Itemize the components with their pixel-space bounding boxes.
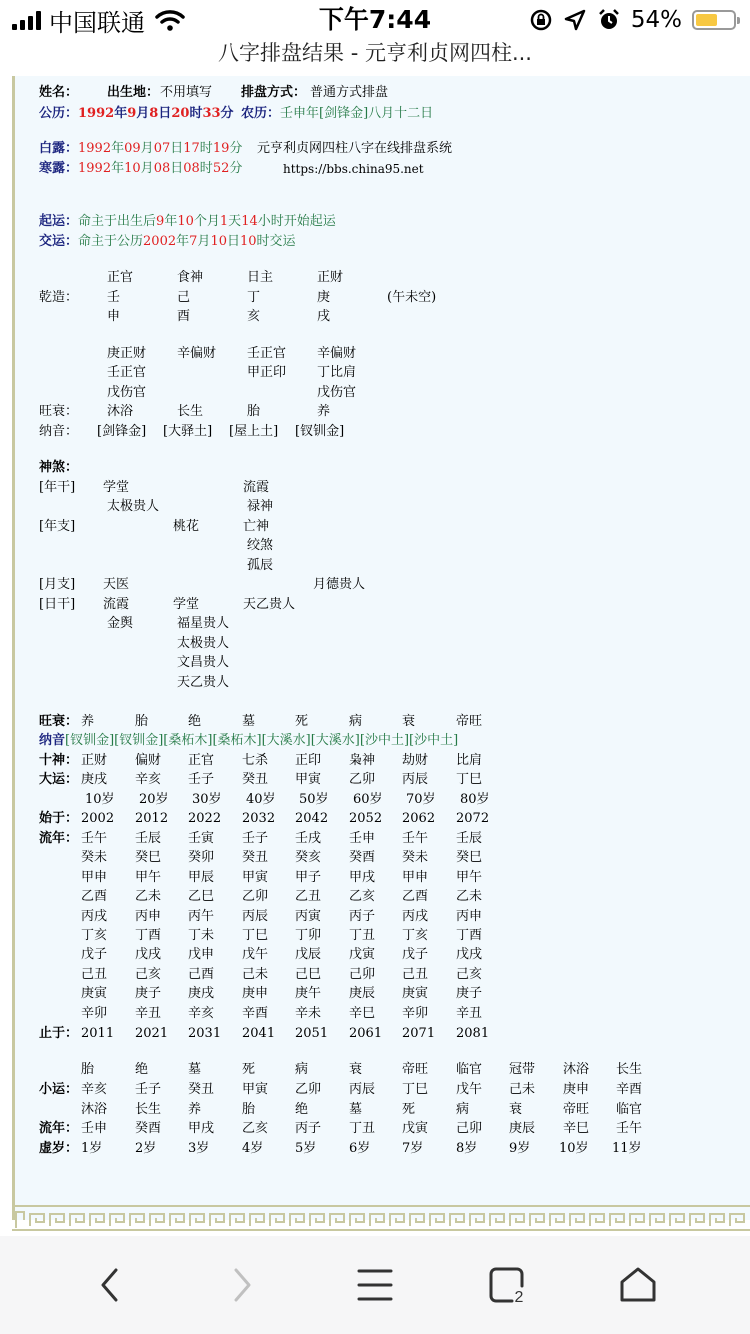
xiaoyun-state2: 帝旺	[563, 1102, 590, 1117]
liunian-cell: 壬辰	[456, 831, 483, 846]
dayun-shishen: 比肩	[456, 753, 483, 768]
back-icon	[98, 1267, 122, 1303]
liunian-cell: 丁亥	[81, 928, 108, 943]
shensha-item: 亡神	[243, 519, 270, 534]
dayun-pillar: 丙辰	[402, 772, 429, 787]
dayun-wangshuai-label: 旺衰：	[39, 714, 79, 729]
status-time: 下午7:44	[318, 5, 432, 34]
shensha-item: 金舆	[107, 616, 134, 631]
dayun-pillar: 乙卯	[349, 772, 376, 787]
xusui-age: 2岁	[135, 1141, 157, 1156]
shensha-item: 学堂	[173, 597, 200, 612]
page-title: 八字排盘结果 - 元亨利贞网四柱...	[218, 41, 532, 65]
liunian-cell: 丙申	[135, 908, 162, 924]
dayun-ws: 病	[349, 714, 363, 729]
xiaoyun-liunian: 庚辰	[509, 1121, 536, 1136]
liunian-cell: 戊申	[188, 947, 215, 963]
nayin-label: 纳音：	[39, 424, 79, 439]
liunian-cell: 乙未	[135, 889, 162, 905]
liunian-cell: 壬戌	[295, 831, 322, 846]
dayun-start: 2042	[295, 811, 329, 826]
shensha-item: 天医	[103, 577, 130, 592]
liunian-cell: 丁酉	[456, 928, 483, 943]
xiaoyun-state2: 病	[456, 1102, 470, 1117]
dayun-nayin: 纳音[钗钏金][钗钏金][桑柘木][桑柘木][大溪水][大溪水][沙中土][沙中土]	[39, 733, 459, 748]
hidden-stem: 戊伤官	[107, 385, 147, 400]
liunian-cell: 癸丑	[242, 850, 269, 866]
stem-0: 壬	[107, 290, 121, 305]
branch-0: 申	[107, 309, 121, 324]
liunian-cell: 乙卯	[242, 889, 269, 905]
nayin-2: [屋上土]	[229, 424, 279, 439]
xusui-age: 9岁	[509, 1141, 531, 1156]
wangshuai-2: 胎	[247, 404, 261, 419]
liunian-cell: 乙未	[456, 889, 483, 905]
xiaoyun-liunian: 己卯	[456, 1121, 483, 1136]
home-icon	[618, 1266, 658, 1304]
dayun-end: 2081	[456, 1026, 490, 1041]
menu-button[interactable]	[345, 1260, 405, 1310]
liunian-cell: 戊戌	[456, 947, 483, 963]
liunian-cell: 癸卯	[188, 850, 215, 866]
dayun-start: 2052	[349, 811, 383, 826]
forward-icon	[230, 1267, 254, 1303]
xiaoyun-liunian: 乙亥	[242, 1121, 269, 1136]
qiyun-line: 起运：命主于出生后9年10个月1天14小时开始起运	[39, 214, 336, 229]
shensha-item: 天乙贵人	[243, 597, 296, 612]
xiaoyun-pillar: 壬子	[135, 1082, 162, 1097]
liunian-cell: 辛丑	[456, 1005, 483, 1021]
xusui-age: 5岁	[295, 1141, 317, 1156]
xiaoyun-pillar: 辛亥	[81, 1082, 108, 1097]
liunian-cell: 己卯	[349, 966, 376, 982]
liunian-cell: 戊午	[242, 947, 269, 963]
menu-icon	[357, 1268, 393, 1302]
god-0: 正官	[107, 270, 134, 285]
dayun-age: 10岁	[85, 792, 115, 807]
dayun-shishen: 正财	[81, 753, 108, 768]
dayun-ws: 养	[81, 714, 95, 729]
xiaoyun-state2: 临官	[616, 1102, 643, 1117]
liunian-cell: 己亥	[456, 966, 483, 982]
liunian-cell: 甲子	[295, 869, 322, 885]
liunian-cell: 己酉	[188, 966, 215, 982]
bazi-content	[12, 76, 750, 1220]
dayun-end: 2071	[402, 1026, 436, 1041]
shensha-item: 流霞	[243, 480, 270, 495]
liunian-cell: 丁亥	[402, 928, 429, 943]
shensha-item: 桃花	[173, 519, 200, 534]
dayun-end: 2051	[295, 1026, 329, 1041]
liunian-cell: 壬子	[242, 831, 269, 846]
shensha-item: 学堂	[103, 480, 130, 495]
rotation-lock-icon	[529, 8, 553, 32]
dayun-end-label: 止于：	[39, 1026, 79, 1041]
xiaoyun-pillar: 庚申	[563, 1082, 590, 1097]
liunian-cell: 丁丑	[349, 928, 376, 943]
liunian-cell: 丁巳	[242, 928, 269, 943]
liunian-cell: 甲戌	[349, 869, 376, 885]
xiaoyun-liunian: 癸酉	[135, 1121, 162, 1136]
liunian-cell: 庚午	[295, 986, 322, 1002]
dayun-age: 80岁	[460, 792, 490, 807]
wangshuai-label: 旺衰：	[39, 404, 79, 419]
qianzao-label: 乾造：	[39, 290, 79, 305]
xiaoyun-state2: 死	[402, 1102, 416, 1117]
liunian-cell: 乙酉	[402, 889, 429, 905]
liunian-cell: 丙子	[349, 908, 376, 924]
xiaoyun-state: 冠带	[509, 1062, 536, 1077]
xiaoyun-liunian: 丁丑	[349, 1121, 376, 1136]
dayun-age: 70岁	[406, 792, 436, 807]
xiaoyun-state: 帝旺	[402, 1062, 429, 1077]
dayun-shishen: 枭神	[349, 753, 376, 768]
home-button[interactable]	[608, 1260, 668, 1310]
liunian-cell: 戊寅	[349, 947, 376, 963]
xiaoyun-state: 死	[242, 1062, 256, 1077]
dayun-shishen: 正官	[188, 753, 215, 768]
liunian-cell: 辛丑	[135, 1005, 162, 1021]
xiaoyun-pillar: 丙辰	[349, 1082, 376, 1097]
decorative-border	[12, 1204, 750, 1232]
liunian-cell: 甲辰	[188, 869, 215, 885]
hidden-stem: 辛偏财	[317, 346, 357, 361]
liunian-cell: 癸巳	[456, 850, 483, 866]
hidden-stem: 庚正财	[107, 346, 147, 361]
liunian-cell: 丙戌	[402, 908, 429, 924]
liunian-cell: 乙亥	[349, 889, 376, 905]
hidden-stem: 甲正印	[247, 365, 287, 380]
liunian-cell: 甲申	[81, 869, 108, 885]
dayun-start: 2072	[456, 811, 490, 826]
nayin-1: [大驿土]	[163, 424, 213, 439]
xusui-age: 3岁	[188, 1141, 210, 1156]
xiaoyun-state: 临官	[456, 1062, 483, 1077]
nayin-0: [剑锋金]	[97, 424, 147, 439]
hidden-stem: 戊伤官	[317, 385, 357, 400]
method-label: 排盘方式：	[241, 85, 307, 100]
xiaoyun-pillar: 戊午	[456, 1082, 483, 1097]
dayun-shishen: 劫财	[402, 753, 429, 768]
liunian-cell: 壬申	[349, 831, 376, 846]
dayun-pillar: 癸丑	[242, 772, 269, 787]
dayun-age: 40岁	[246, 792, 276, 807]
location-icon	[563, 8, 587, 32]
xiaoyun-state2: 衰	[509, 1102, 523, 1117]
xiaoyun-state2: 胎	[242, 1102, 256, 1117]
xiaoyun-state2: 墓	[349, 1102, 363, 1117]
day-stem-label: [日干]	[39, 597, 76, 612]
liunian-cell: 庚戌	[188, 986, 215, 1002]
method-value: 普通方式排盘	[310, 85, 389, 100]
dayun-ws: 绝	[188, 714, 202, 729]
alarm-icon	[597, 8, 621, 32]
dayun-age: 30岁	[192, 792, 222, 807]
xiaoyun-liunian: 壬申	[81, 1121, 108, 1136]
shensha-label: 神煞：	[39, 460, 79, 475]
liunian-cell: 戊戌	[135, 947, 162, 963]
xiaoyun-state: 长生	[616, 1062, 643, 1077]
dayun-shishen-label: 十神：	[39, 753, 79, 768]
liunian-cell: 乙巳	[188, 889, 215, 905]
lunar-date: 农历：壬申年[剑锋金]八月十二日	[241, 106, 434, 121]
dayun-age: 20岁	[139, 792, 169, 807]
liunian-cell: 丙午	[188, 908, 215, 924]
dayun-ws: 墓	[242, 714, 256, 729]
liunian-cell: 辛未	[295, 1005, 322, 1021]
liunian-cell: 辛卯	[402, 1005, 429, 1021]
liunian-cell: 辛巳	[349, 1005, 376, 1021]
liunian-cell: 己亥	[135, 966, 162, 982]
site-url-link[interactable]: https://bbs.china95.net	[283, 162, 424, 176]
hidden-stem: 壬正官	[247, 346, 287, 361]
liunian-cell: 己巳	[295, 966, 322, 982]
hidden-stem: 壬正官	[107, 365, 147, 380]
xiaoyun-liunian: 甲戌	[188, 1121, 215, 1136]
battery-percent: 54%	[630, 7, 682, 33]
solar-date: 公历：1992年9月8日20时33分	[39, 106, 234, 121]
xusui-age: 8岁	[456, 1141, 478, 1156]
shensha-item: 福星贵人	[177, 616, 230, 631]
carrier-name: 中国联通	[49, 8, 145, 37]
liunian-cell: 戊子	[81, 947, 108, 963]
shensha-item: 天乙贵人	[177, 675, 230, 690]
dayun-pillar: 庚戌	[81, 772, 108, 787]
birthplace-label: 出生地：	[107, 85, 160, 100]
liunian-cell: 丙寅	[295, 908, 322, 924]
dayun-start: 2002	[81, 811, 115, 826]
shensha-item: 文昌贵人	[177, 655, 230, 670]
xusui-label: 虚岁：	[39, 1141, 79, 1156]
liunian-cell: 庚子	[135, 986, 162, 1002]
shensha-item: 流霞	[103, 597, 130, 612]
dayun-pillar: 甲寅	[295, 772, 322, 787]
dayun-ws: 死	[295, 714, 309, 729]
dayun-start: 2032	[242, 811, 276, 826]
god-2: 日主	[247, 270, 274, 285]
liunian-cell: 己丑	[81, 966, 108, 982]
liunian-cell: 庚寅	[402, 986, 429, 1002]
xusui-age: 6岁	[349, 1141, 371, 1156]
wangshuai-3: 养	[317, 404, 331, 419]
liunian-cell: 辛亥	[188, 1005, 215, 1021]
liunian-cell: 丁未	[188, 928, 215, 943]
birthplace-value: 不用填写	[160, 85, 213, 100]
god-1: 食神	[177, 270, 204, 285]
xiaoyun-pillar: 辛酉	[616, 1082, 643, 1097]
xiaoyun-state2: 沐浴	[81, 1102, 108, 1117]
xiaoyun-state: 胎	[81, 1062, 95, 1077]
xiaoyun-pillar: 甲寅	[242, 1082, 269, 1097]
dayun-label: 大运：	[39, 772, 79, 787]
dayun-end: 2031	[188, 1026, 222, 1041]
shensha-item: 月德贵人	[313, 577, 366, 592]
liunian-cell: 辛酉	[242, 1005, 269, 1021]
kong-wang: (午未空)	[387, 290, 437, 305]
dayun-pillar: 丁巳	[456, 772, 483, 787]
xiaoyun-pillar: 己未	[509, 1082, 536, 1097]
liunian-cell: 丙辰	[242, 908, 269, 924]
status-bar	[0, 0, 750, 40]
dayun-pillar: 壬子	[188, 772, 215, 787]
dayun-ws: 衰	[402, 714, 416, 729]
stem-1: 己	[177, 290, 191, 305]
liunian-cell: 壬寅	[188, 831, 215, 846]
liunian-cell: 癸亥	[295, 850, 322, 866]
battery-icon	[692, 10, 736, 30]
xiaoyun-state2: 绝	[295, 1102, 309, 1117]
site-name: 元亨利贞网四柱八字在线排盘系统	[257, 141, 453, 156]
tabs-button[interactable]	[478, 1260, 538, 1310]
stem-2: 丁	[247, 290, 261, 305]
shensha-item: 太极贵人	[107, 499, 160, 514]
liunian-cell: 戊子	[402, 947, 429, 963]
xusui-age: 11岁	[612, 1141, 642, 1156]
shensha-item: 禄神	[247, 499, 274, 514]
hanlu-term: 寒露：1992年10月08日08时52分	[39, 161, 243, 176]
liunian-cell: 己未	[242, 966, 269, 982]
dayun-start: 2012	[135, 811, 169, 826]
xusui-age: 4岁	[242, 1141, 264, 1156]
dayun-age: 60岁	[353, 792, 383, 807]
liunian-cell: 甲午	[135, 869, 162, 885]
liunian-cell: 乙丑	[295, 889, 322, 905]
dayun-end: 2061	[349, 1026, 383, 1041]
branch-2: 亥	[247, 309, 261, 324]
xiaoyun-state: 沐浴	[563, 1062, 590, 1077]
xusui-age: 1岁	[81, 1141, 103, 1156]
liunian-cell: 乙酉	[81, 889, 108, 905]
dayun-start: 2062	[402, 811, 436, 826]
stem-3: 庚	[317, 290, 331, 305]
dayun-age: 50岁	[299, 792, 329, 807]
year-branch-label: [年支]	[39, 519, 76, 534]
xiaoyun-pillar: 丁巳	[402, 1082, 429, 1097]
xiaoyun-state: 墓	[188, 1062, 202, 1077]
hidden-stem: 辛偏财	[177, 346, 217, 361]
name-label: 姓名：	[39, 85, 79, 100]
xiaoyun-pillar: 乙卯	[295, 1082, 322, 1097]
liunian-cell: 甲申	[402, 869, 429, 885]
bailu-term: 白露：1992年09月07日17时19分	[39, 141, 243, 156]
xiaoyun-state2: 养	[188, 1102, 202, 1117]
xiaoyun-liunian: 戊寅	[402, 1121, 429, 1136]
liunian-cell: 壬辰	[135, 831, 162, 846]
dayun-end: 2011	[81, 1026, 115, 1041]
liunian-cell: 丁酉	[135, 928, 162, 943]
dayun-start-label: 始于：	[39, 811, 79, 826]
xiaoyun-label: 小运：	[39, 1082, 79, 1097]
liunian-cell: 戊辰	[295, 947, 322, 963]
liunian-cell: 丙申	[456, 908, 483, 924]
liunian-cell: 癸未	[81, 850, 108, 866]
liunian-cell: 辛卯	[81, 1005, 108, 1021]
liunian-cell: 癸酉	[349, 850, 376, 866]
back-button[interactable]	[80, 1260, 140, 1310]
liunian-cell: 甲寅	[242, 869, 269, 885]
branch-3: 戌	[317, 309, 331, 324]
tabs-icon	[488, 1266, 528, 1304]
liunian-cell: 壬午	[81, 831, 108, 846]
liunian-cell: 癸未	[402, 850, 429, 866]
liunian-cell: 庚辰	[349, 986, 376, 1002]
xiaoyun-liunian: 丙子	[295, 1121, 322, 1136]
xiaoyun-pillar: 癸丑	[188, 1082, 215, 1097]
liunian-cell: 庚子	[456, 986, 483, 1002]
branch-1: 酉	[177, 309, 191, 324]
shensha-item: 孤辰	[247, 558, 274, 573]
xiaoyun-liunian: 壬午	[616, 1121, 643, 1136]
wangshuai-1: 长生	[177, 404, 204, 419]
dayun-ws: 帝旺	[456, 714, 483, 729]
year-stem-label: [年干]	[39, 480, 76, 495]
god-3: 正财	[317, 270, 344, 285]
xiaoyun-state: 衰	[349, 1062, 363, 1077]
xiaoyun-state: 绝	[135, 1062, 149, 1077]
liunian-cell: 壬午	[402, 831, 429, 846]
liunian-cell: 癸巳	[135, 850, 162, 866]
dayun-ws: 胎	[135, 714, 149, 729]
forward-button[interactable]	[212, 1260, 272, 1310]
liunian-cell: 甲午	[456, 869, 483, 885]
liunian-cell: 丁卯	[295, 928, 322, 943]
liunian-cell: 己丑	[402, 966, 429, 982]
dayun-pillar: 辛亥	[135, 772, 162, 787]
xiaoyun-liunian: 辛巳	[563, 1121, 590, 1136]
dayun-start: 2022	[188, 811, 222, 826]
shensha-item: 太极贵人	[177, 636, 230, 651]
xiaoyun-liunian-label: 流年：	[39, 1121, 79, 1136]
bottom-toolbar	[0, 1236, 750, 1334]
liunian-cell: 丙戌	[81, 908, 108, 924]
hidden-stem: 丁比肩	[317, 365, 357, 380]
liunian-label: 流年：	[39, 831, 79, 846]
month-branch-label: [月支]	[39, 577, 76, 592]
jiaoyun-line: 交运：命主于公历2002年7月10日10时交运	[39, 234, 296, 249]
liunian-cell: 庚寅	[81, 986, 108, 1002]
xiaoyun-state: 病	[295, 1062, 309, 1077]
dayun-shishen: 七杀	[242, 753, 269, 768]
tabs-count: 2	[514, 1289, 524, 1304]
nayin-3: [钗钏金]	[295, 424, 345, 439]
dayun-shishen: 正印	[295, 753, 322, 768]
shensha-item: 绞煞	[247, 538, 274, 553]
wangshuai-0: 沐浴	[107, 404, 134, 419]
xiaoyun-state2: 长生	[135, 1102, 162, 1117]
dayun-shishen: 偏财	[135, 753, 162, 768]
dayun-end: 2041	[242, 1026, 276, 1041]
xusui-age: 7岁	[402, 1141, 424, 1156]
dayun-end: 2021	[135, 1026, 169, 1041]
liunian-cell: 庚申	[242, 986, 269, 1002]
xusui-age: 10岁	[559, 1141, 589, 1156]
